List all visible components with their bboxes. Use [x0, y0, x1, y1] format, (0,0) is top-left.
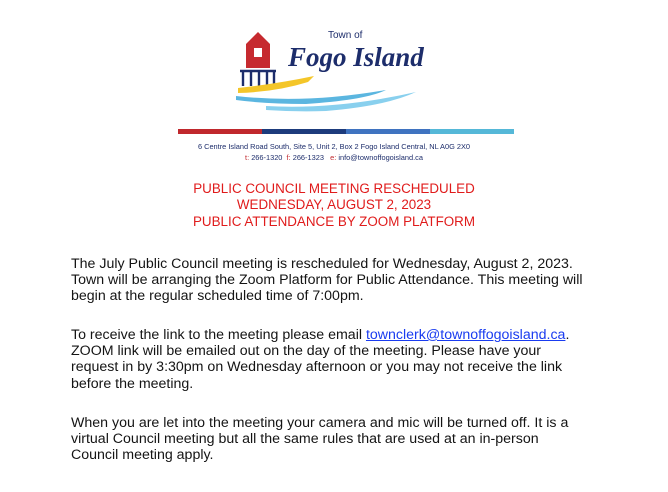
contact-email: info@townoffogoisland.ca [338, 153, 423, 162]
notice-headline: PUBLIC COUNCIL MEETING RESCHEDULED WEDNESDAY, AUGUST 2, 2023 PUBLIC ATTENDANCE BY ZOOM PLATFORM [193, 181, 475, 229]
contact-line: t: 266-1320 f: 266-1323 e: info@townoffogoisland.ca [245, 153, 423, 162]
town-logo [236, 26, 476, 128]
stripe-blue [346, 129, 430, 134]
stripe-cyan [430, 129, 514, 134]
wave-shape [238, 76, 314, 93]
stripe-red [178, 129, 262, 134]
paragraph-reschedule: The July Public Council meeting is rescheduled for Wednesday, August 2, 2023. Town will be arranging the Zoom Platform for Public Attendance. This meeting will begin at the regular scheduled time of 7:00pm. [71, 256, 583, 305]
color-stripe [178, 129, 514, 134]
address-line: 6 Centre Island Road South, Site 5, Unit 2, Box 2 Fogo Island Central, NL A0G 2X0 [197, 142, 471, 151]
paragraph-zoom-link: To receive the link to the meeting please email townclerk@townoffogoisland.ca. ZOOM link will be emailed out on the day of the meeting. Please have your request in by 3:30pm on Wednesday afternoon or you may not receive the link before the meeting. [71, 327, 570, 392]
fax-number: 266-1323 [292, 153, 324, 162]
paragraph-rules: When you are let into the meeting your camera and mic will be turned off. It is a virtual Council meeting but all the same rules that are used at an in-person Council meeting apply. [71, 415, 569, 464]
stripe-navy [262, 129, 346, 134]
logo-name: Fogo Island [288, 42, 424, 72]
phone-number: 266-1320 [251, 153, 283, 162]
clerk-email-link[interactable]: townclerk@townoffogoisland.ca [365, 327, 566, 343]
house-icon [246, 32, 270, 68]
logo-town-of: Town of [328, 30, 363, 41]
dock-icon [240, 71, 276, 86]
